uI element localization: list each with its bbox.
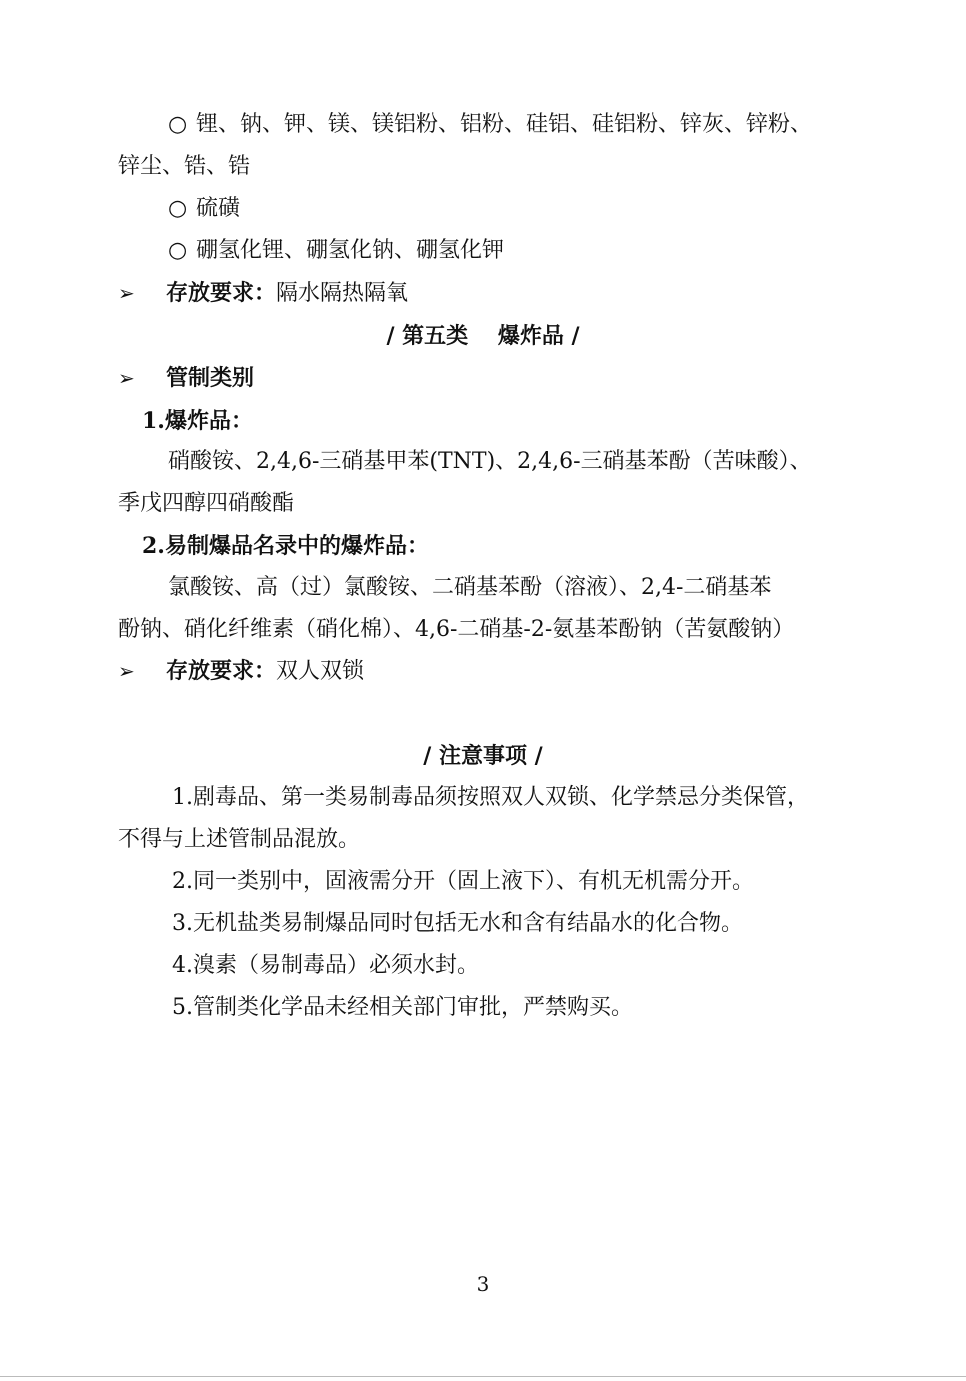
storage-value: 隔水隔热隔氧 [276,281,409,306]
control-category [118,363,858,394]
subheading-explosives: 1.爆炸品： [142,408,253,434]
note-5: 5.管制类化学品未经相关部门审批，严禁购买。 [172,995,633,1020]
storage-label: 存放要求： [166,658,277,684]
storage-label: 存放要求： [166,280,277,306]
bottom-divider [0,1376,966,1377]
circle-bullet-icon: ○ [168,238,188,263]
paragraph-explosives-line1: 硝酸铵、2,4,6-三硝基甲苯(TNT)、2,4,6-三硝基苯酚（苦味酸）、 [168,449,812,474]
note-1-line2: 不得与上述管制品混放。 [118,827,361,852]
list-item-metals [168,110,908,140]
list-item-text: 硫磺 [196,196,241,221]
arrow-bullet-icon: ➢ [118,659,135,683]
paragraph-precursor-line2: 酚钠、硝化纤维素（硝化棉）、4,6-二硝基-2-氨基苯酚钠（苦氨酸钠） [118,617,795,642]
note-2: 2.同一类别中，固液需分开（固上液下）、有机无机需分开。 [172,869,754,894]
list-item-sulfur [168,194,908,224]
circle-bullet-icon: ○ [168,196,188,221]
note-4: 4.溴素（易制毒品）必须水封。 [172,953,479,978]
storage-value: 双人双锁 [276,659,365,684]
list-item-text: 硼氢化锂、硼氢化钠、硼氢化钾 [196,238,505,263]
page-number: 3 [476,1272,490,1296]
section-heading-class5: / 第五类 爆炸品 / [386,323,580,349]
circle-bullet-icon: ○ [168,112,188,137]
section-heading-notes: / 注意事项 / [423,743,543,769]
note-1-line1: 1.剧毒品、第一类易制毒品须按照双人双锁、化学禁忌分类保管， [172,785,809,810]
list-item-continuation: 锌尘、锆、锆 [118,154,251,179]
note-3: 3.无机盐类易制爆品同时包括无水和含有结晶水的化合物。 [172,911,743,936]
paragraph-precursor-line1: 氯酸铵、高（过）氯酸铵、二硝基苯酚（溶液）、2,4-二硝基苯 [168,575,772,600]
list-item-borohydrides [168,236,908,266]
storage-requirement-1 [118,278,858,309]
list-item-text: 锂、钠、钾、镁、镁铝粉、铝粉、硅铝、硅铝粉、锌灰、锌粉、 [196,112,813,137]
subheading-precursor-explosives: 2.易制爆品名录中的爆炸品： [142,533,429,559]
storage-requirement-2 [118,656,858,687]
arrow-bullet-icon: ➢ [118,366,135,390]
paragraph-explosives-line2: 季戊四醇四硝酸酯 [118,491,295,516]
control-category-label: 管制类别 [166,365,255,391]
arrow-bullet-icon: ➢ [118,281,135,305]
